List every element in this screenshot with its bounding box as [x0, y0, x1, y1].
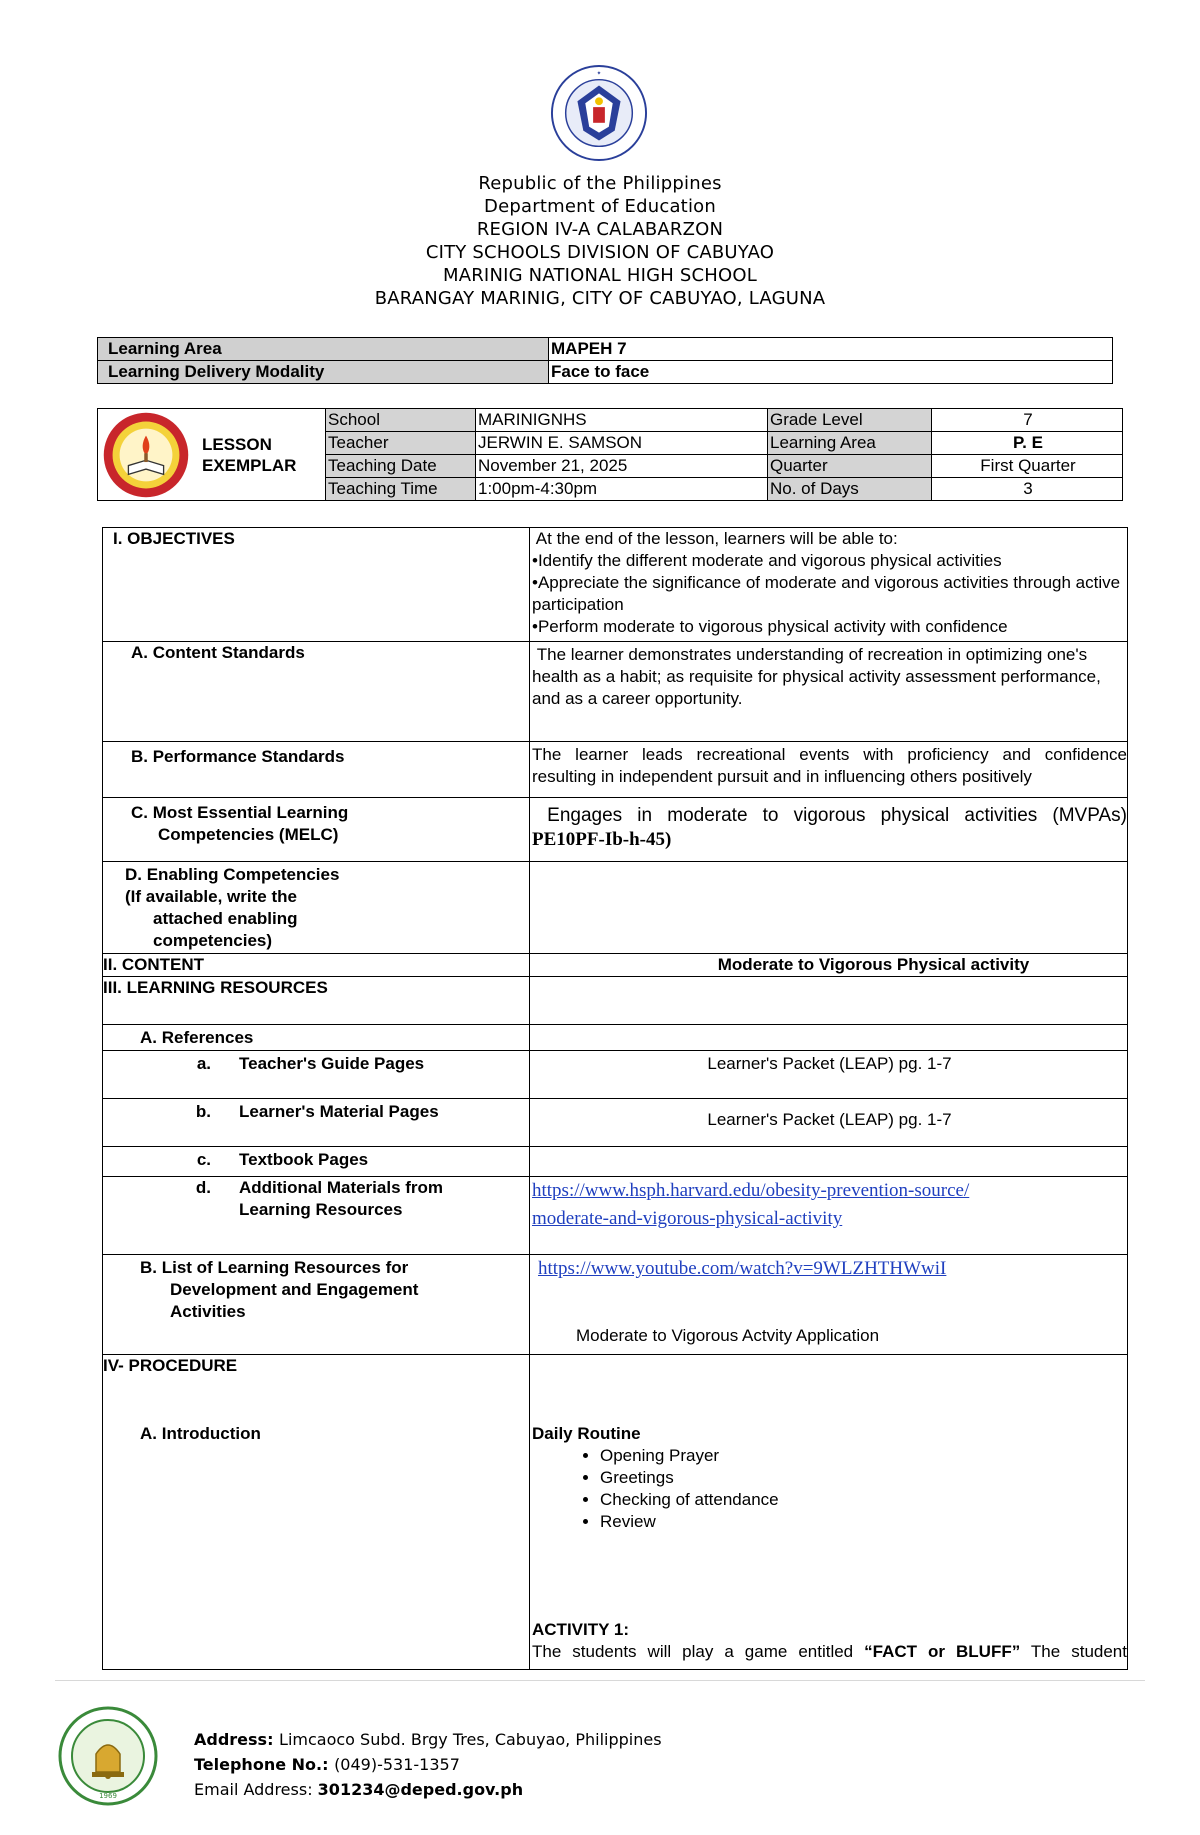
- procedure-label: IV- PROCEDURE: [103, 1356, 238, 1375]
- textbook-value-cell: [530, 1147, 1128, 1177]
- additional-materials-label-cell: [103, 1177, 530, 1255]
- content-standards-text: The learner demonstrates understanding of recreation in optimizing one's health as a habit; as requisite for physical activity assessment performance, and as a career opportunity.: [530, 642, 1128, 742]
- learning-resources-label: III. LEARNING RESOURCES: [103, 977, 530, 1025]
- teaching-time-label: Teaching Time: [326, 478, 476, 501]
- textbook-label: Textbook Pages: [239, 1150, 369, 1169]
- learners-material-letter: b.: [195, 1102, 211, 1121]
- learning-area-value: MAPEH 7: [549, 338, 1113, 361]
- melc-text: Engages in moderate to vigorous physical activities (MVPAs): [532, 805, 1127, 826]
- procedure-cell: [530, 1355, 1128, 1670]
- melc-label-cell: [103, 798, 530, 862]
- footer-logo-year: 1969: [99, 1792, 117, 1800]
- content-value: Moderate to Vigorous Physical activity: [530, 954, 1128, 977]
- lesson-title: LESSON: [202, 434, 272, 454]
- footer-divider: [55, 1680, 1145, 1681]
- teacher-value: JERWIN E. SAMSON: [476, 432, 768, 455]
- teachers-guide-value: Learner's Packet (LEAP) pg. 1-7: [530, 1051, 1128, 1099]
- lesson-plan-table: [102, 527, 1128, 1670]
- teaching-date-value: November 21, 2025: [476, 455, 768, 478]
- phone-value: (049)-531-1357: [334, 1755, 460, 1774]
- exemplar-logo-cell: [98, 409, 326, 501]
- learners-material-value: Learner's Packet (LEAP) pg. 1-7: [530, 1099, 1128, 1147]
- lesson-exemplar-table: [97, 408, 1123, 501]
- teachers-guide-label: Teacher's Guide Pages: [239, 1054, 425, 1073]
- enabling-label: (If available, write the: [125, 887, 297, 906]
- additional-materials-cell: [530, 1177, 1128, 1255]
- content-standards-label: A. Content Standards: [103, 642, 530, 742]
- school-label: School: [326, 409, 476, 432]
- learning-area-label: Learning Area: [98, 338, 549, 361]
- harvard-link[interactable]: https://www.hsph.harvard.edu/obesity-prevention-source/: [532, 1180, 970, 1201]
- resources-list-cell: [530, 1255, 1128, 1355]
- melc-label: C. Most Essential Learning: [131, 803, 349, 822]
- exemplar-learning-area-value: P. E: [932, 432, 1123, 455]
- enabling-label: D. Enabling Competencies: [125, 865, 340, 884]
- objective-item: •Identify the different moderate and vigorous physical activities: [532, 551, 1002, 570]
- teaching-date-label: Teaching Date: [326, 455, 476, 478]
- enabling-label-cell: [103, 862, 530, 954]
- objective-item: •Appreciate the significance of moderate and vigorous activities through active participation: [532, 573, 1121, 614]
- references-value-cell: [530, 1025, 1128, 1051]
- letterhead-line: BARANGAY MARINIG, CITY OF CABUYAO, LAGUNA: [374, 288, 826, 309]
- letterhead-line: Department of Education: [484, 196, 716, 217]
- grade-level-value: 7: [932, 409, 1123, 432]
- teaching-time-value: 1:00pm-4:30pm: [476, 478, 768, 501]
- routine-item: • Opening Prayer: [600, 1445, 1127, 1467]
- letterhead: [0, 172, 1200, 310]
- harvard-link-continued[interactable]: moderate-and-vigorous-physical-activity: [532, 1208, 843, 1229]
- additional-materials-label: Learning Resources: [239, 1200, 403, 1219]
- no-of-days-label: No. of Days: [768, 478, 932, 501]
- modality-label: Learning Delivery Modality: [98, 361, 549, 384]
- activity-text-pre: The students will play a game entitled: [532, 1642, 865, 1661]
- enabling-label: competencies): [153, 931, 273, 950]
- learners-material-label: Learner's Material Pages: [239, 1102, 439, 1121]
- resources-list-caption: Moderate to Vigorous Actvity Application: [576, 1326, 880, 1345]
- svg-text:✦: ✦: [596, 70, 602, 77]
- objectives-intro: At the end of the lesson, learners will be able to:: [532, 529, 898, 548]
- procedure-label-cell: [103, 1355, 530, 1670]
- objective-item: •Perform moderate to vigorous physical activity with confidence: [532, 617, 1008, 636]
- modality-value: Face to face: [549, 361, 1113, 384]
- exemplar-seal-logo: [102, 411, 190, 499]
- daily-routine-title: Daily Routine: [532, 1424, 641, 1443]
- school-value: MARINIGNHS: [476, 409, 768, 432]
- grade-level-label: Grade Level: [768, 409, 932, 432]
- letterhead-line: Republic of the Philippines: [478, 173, 722, 194]
- content-label: II. CONTENT: [103, 954, 530, 977]
- melc-code: PE10PF-Ib-h-45): [532, 829, 672, 850]
- introduction-label: A. Introduction: [140, 1424, 261, 1443]
- no-of-days-value: 3: [932, 478, 1123, 501]
- exemplar-learning-area-label: Learning Area: [768, 432, 932, 455]
- activity-title: ACTIVITY 1:: [532, 1620, 629, 1639]
- routine-item: • Checking of attendance: [600, 1489, 1127, 1511]
- daily-routine-list: [532, 1445, 1127, 1533]
- exemplar-title: EXEMPLAR: [202, 455, 297, 475]
- learners-material-label-cell: [103, 1099, 530, 1147]
- melc-cell: [530, 798, 1128, 862]
- textbook-letter: c.: [196, 1150, 211, 1169]
- letterhead-line: REGION IV-A CALABARZON: [476, 219, 724, 240]
- enabling-label: attached enabling: [153, 909, 298, 928]
- performance-standards-line: The learner leads recreational events with proficiency and confidence: [532, 745, 1127, 764]
- performance-standards-label: B. Performance Standards: [103, 742, 530, 798]
- resources-list-label: Development and Engagement: [170, 1280, 419, 1299]
- footer-contact: [194, 1727, 662, 1802]
- objectives-label: I. OBJECTIVES: [103, 528, 530, 642]
- address-value: Limcaoco Subd. Brgy Tres, Cabuyao, Philippines: [279, 1730, 662, 1749]
- quarter-value: First Quarter: [932, 455, 1123, 478]
- school-footer-logo: [58, 1706, 158, 1806]
- letterhead-line: MARINIG NATIONAL HIGH SCHOOL: [442, 265, 758, 286]
- youtube-link[interactable]: https://www.youtube.com/watch?v=9WLZHTHWwiI: [538, 1258, 947, 1279]
- activity-text: [532, 1641, 1127, 1663]
- teachers-guide-letter: a.: [196, 1054, 211, 1073]
- routine-item: • Greetings: [600, 1467, 1127, 1489]
- additional-materials-letter: d.: [195, 1178, 211, 1197]
- performance-standards-line: resulting in independent pursuit and in influencing others positively: [532, 767, 1032, 786]
- phone-label: Telephone No.:: [194, 1755, 335, 1774]
- activity-game-name: “FACT or BLUFF”: [864, 1642, 1021, 1661]
- deped-seal-logo: [550, 64, 648, 162]
- enabling-value-cell: [530, 862, 1128, 954]
- email-value[interactable]: 301234@deped.gov.ph: [317, 1780, 524, 1799]
- objectives-cell: [530, 528, 1128, 642]
- activity-text-post: The student: [1020, 1642, 1127, 1661]
- routine-item: • Review: [600, 1511, 1127, 1533]
- quarter-label: Quarter: [768, 455, 932, 478]
- melc-label: Competencies (MELC): [158, 825, 339, 844]
- references-label: A. References: [103, 1025, 530, 1051]
- resources-list-label: Activities: [170, 1302, 246, 1321]
- resources-list-label-cell: [103, 1255, 530, 1355]
- performance-standards-cell: [530, 742, 1128, 798]
- textbook-label-cell: [103, 1147, 530, 1177]
- teacher-label: Teacher: [326, 432, 476, 455]
- learning-area-table: [97, 337, 1113, 384]
- resources-list-label: B. List of Learning Resources for: [140, 1258, 409, 1277]
- email-label: Email Address:: [194, 1780, 318, 1799]
- learning-resources-value-cell: [530, 977, 1128, 1025]
- letterhead-line: CITY SCHOOLS DIVISION OF CABUYAO: [425, 242, 775, 263]
- additional-materials-label: Additional Materials from: [239, 1178, 444, 1197]
- teachers-guide-label-cell: [103, 1051, 530, 1099]
- address-label: Address:: [194, 1730, 280, 1749]
